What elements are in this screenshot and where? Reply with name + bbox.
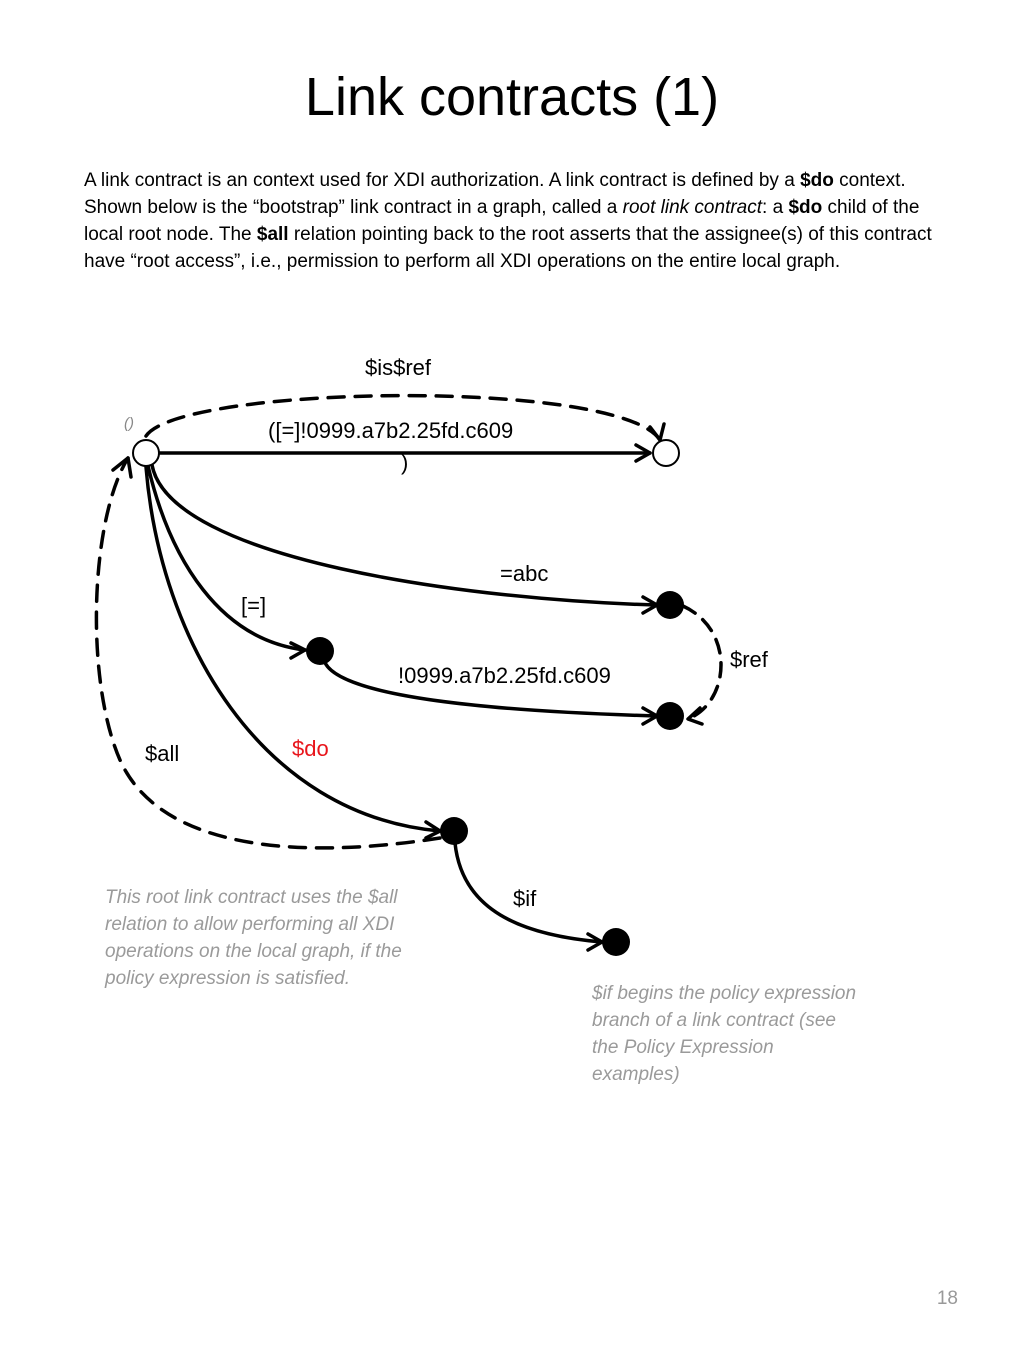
intro-text-5: relation pointing back to the root asserts that the assignee(s) of this contract have “root access”, i.e., permission to perform all XDI operations on the entire local graph. [84, 224, 932, 272]
note-all: This root link contract uses the $all relation to allow performing all XDI operations on the local graph, if the policy expression is satisfied. [105, 887, 402, 989]
label-ref: $ref [730, 647, 768, 672]
label-group: [=] [241, 593, 267, 618]
intro-text-4: child of the local root node. The [84, 197, 920, 245]
label-peer-line1: ([=]!0999.a7b2.25fd.c609 [268, 418, 514, 443]
intro-bold-do-2: $do [788, 197, 823, 218]
intro-text-2: context. Shown below is the “bootstrap” link contract in a graph, called a [84, 170, 906, 218]
node-abc [656, 591, 684, 619]
intro-text-3: : a [762, 197, 789, 218]
edge-ref [683, 606, 721, 718]
label-all: $all [145, 741, 180, 766]
node-if [602, 928, 630, 956]
edge-all [96, 458, 440, 848]
node-inumber [656, 702, 684, 730]
edge-abc [152, 465, 657, 605]
intro-text-1: A link contract is an context used for XDI authorization. A link contract is defined by a [84, 170, 801, 191]
root-node [133, 440, 159, 466]
intro-bold-all: $all [256, 224, 289, 245]
edge-group [148, 466, 305, 650]
page-number: 18 [936, 1288, 958, 1309]
label-peer-line2: ) [401, 450, 409, 475]
slide-title: Link contracts (1) [304, 67, 720, 127]
peer-root-node [653, 440, 679, 466]
root-label: () [124, 415, 134, 432]
note-if: $if begins the policy expression branch of a link contract (see the Policy Expression examples) [592, 983, 857, 1085]
label-if: $if [513, 886, 537, 911]
label-inumber: !0999.a7b2.25fd.c609 [398, 663, 611, 688]
node-do [440, 817, 468, 845]
arrowhead-is-ref [650, 424, 664, 440]
node-group [306, 637, 334, 665]
label-abc: =abc [500, 561, 549, 586]
intro-bold-do-1: $do [800, 170, 834, 191]
label-do: $do [292, 736, 329, 761]
label-is-ref: $is$ref [365, 355, 432, 380]
intro-italic-root-link-contract: root link contract [622, 197, 763, 218]
